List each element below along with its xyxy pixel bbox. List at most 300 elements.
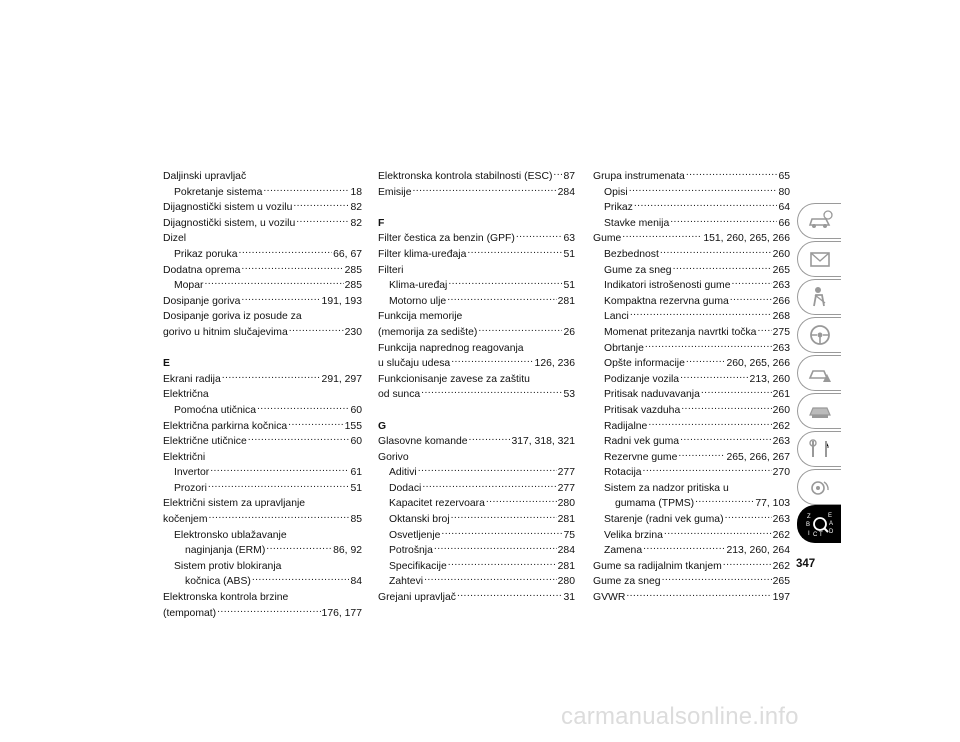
index-entry-text: Prikaz poruka	[174, 248, 238, 260]
dot-leader	[266, 543, 332, 553]
index-entry-text: u slučaju udesa	[378, 358, 451, 370]
index-entry-text: Dosipanje goriva iz posude za	[163, 311, 302, 323]
dot-leader	[413, 185, 557, 195]
index-entry-text: Zahtevi	[389, 576, 424, 588]
media-icon	[806, 474, 834, 500]
index-entry-text: Gorivo	[378, 451, 409, 463]
dot-leader	[217, 606, 320, 616]
index-entry-text: Bezbednost	[604, 248, 659, 260]
index-entry-page[interactable]: 263	[772, 280, 790, 292]
index-entry-page[interactable]: 82	[350, 217, 362, 229]
index-entry-page[interactable]: 86, 92	[333, 545, 362, 557]
index-entry-text: Funkcionisanje zavese za zaštitu	[378, 373, 530, 385]
index-entry	[163, 387, 362, 403]
dot-leader	[626, 590, 771, 600]
index-entry-page[interactable]: 285	[344, 280, 362, 292]
index-entry	[593, 528, 790, 544]
dot-leader	[478, 325, 562, 335]
dot-leader	[634, 200, 778, 210]
dot-leader	[678, 450, 725, 460]
index-entry-page[interactable]: 291, 297	[321, 373, 362, 385]
index-entry	[163, 590, 362, 606]
index-entry	[378, 309, 575, 325]
index-entry-text: Kompaktna rezervna guma	[604, 295, 729, 307]
index-entry-text: Pokretanje sistema	[174, 186, 263, 198]
index-entry-text: Gume za sneg	[593, 576, 661, 588]
index-entry-text: Potrošnja	[389, 545, 433, 557]
index-entry-page[interactable]: 265	[772, 264, 790, 276]
index-entry-page[interactable]: 126, 236	[534, 358, 575, 370]
index-entry-text: Gume sa radijalnim tkanjem	[593, 560, 722, 572]
index-entry-text: Radni vek guma	[604, 436, 680, 448]
index-entry	[593, 216, 790, 232]
dot-leader	[434, 543, 557, 553]
index-entry	[163, 450, 362, 466]
index-entry	[593, 387, 790, 403]
index-entry-text: Mopar	[174, 280, 204, 292]
svg-text:C: C	[812, 532, 817, 537]
index-entry	[593, 169, 790, 185]
index-entry	[163, 294, 362, 310]
dot-leader	[643, 543, 725, 553]
index-entry-page[interactable]: 197	[772, 592, 790, 604]
tab-warning[interactable]	[797, 355, 841, 391]
dot-leader	[289, 325, 344, 335]
index-entry-text: Gume	[593, 233, 622, 245]
index-entry-page[interactable]: 275	[772, 326, 790, 338]
dot-leader	[451, 512, 557, 522]
index-entry	[378, 481, 575, 497]
index-entry-page[interactable]: 270	[772, 467, 790, 479]
index-entry	[163, 543, 362, 559]
dot-leader	[553, 169, 562, 179]
index-entry	[378, 169, 575, 185]
index-entry-text: Funkcija memorije	[378, 311, 463, 323]
dot-leader	[441, 528, 562, 538]
index-entry	[593, 512, 790, 528]
index-entry-text: Električne utičnice	[163, 436, 247, 448]
index-entry-page[interactable]: 281	[557, 295, 575, 307]
index-entry-text: kočenjem	[163, 514, 208, 526]
index-entry	[163, 263, 362, 279]
index-entry	[593, 403, 790, 419]
index-entry-page[interactable]: 61	[350, 467, 362, 479]
index-entry-text: Sistem protiv blokiranja	[174, 560, 282, 572]
index-entry-page[interactable]: 280	[557, 576, 575, 588]
index-entry	[378, 356, 575, 372]
index-entry-page[interactable]: 265	[772, 576, 790, 588]
index-entry-page[interactable]: 262	[772, 529, 790, 541]
index-entry-page[interactable]: 284	[557, 186, 575, 198]
tab-car-info[interactable]	[797, 203, 841, 239]
index-entry	[378, 387, 575, 403]
index-entry	[378, 325, 575, 341]
index-entry-page[interactable]: 87	[563, 171, 575, 182]
index-entry-text: Prikaz	[604, 202, 633, 214]
dot-leader	[288, 419, 343, 429]
index-entry	[378, 263, 575, 279]
dot-leader	[664, 528, 772, 538]
index-entry	[163, 465, 362, 481]
index-entry	[378, 294, 575, 310]
dot-leader	[725, 512, 772, 522]
tab-seatbelt[interactable]	[797, 279, 841, 315]
index-entry-text: Kapacitet rezervoara	[389, 498, 485, 510]
dot-leader	[643, 465, 772, 475]
index-entry	[593, 481, 790, 497]
dot-leader	[630, 309, 772, 319]
dot-leader	[662, 574, 772, 584]
index-entry-page[interactable]: 64	[778, 202, 790, 214]
index-entry	[593, 341, 790, 357]
index-entry-text: Zamena	[604, 545, 643, 557]
index-entry-page[interactable]: 260, 265, 266	[726, 358, 790, 370]
index-entry	[163, 512, 362, 528]
dot-leader	[421, 387, 562, 397]
index-entry	[163, 481, 362, 497]
tab-index[interactable]	[797, 505, 841, 543]
index-entry-text: Aditivi	[389, 467, 417, 479]
tab-envelope[interactable]	[797, 241, 841, 277]
index-entry-text: Filter klima-uređaja	[378, 248, 467, 260]
dot-leader	[248, 434, 350, 444]
index-abc-icon	[806, 511, 834, 537]
index-entry	[378, 496, 575, 512]
dot-leader	[448, 278, 562, 288]
dot-leader	[204, 278, 343, 288]
index-entry-text: Dizel	[163, 233, 187, 245]
svg-text:D: D	[828, 529, 833, 535]
tab-media[interactable]	[797, 469, 841, 505]
index-entry	[593, 590, 790, 606]
index-column-1	[163, 169, 362, 621]
index-entry-page[interactable]: 155	[344, 420, 362, 432]
index-entry-text: Momenat pritezanja navrtki točka	[604, 326, 757, 338]
wrench-tools-icon	[806, 436, 834, 462]
index-entry	[163, 247, 362, 263]
index-entry-page[interactable]: 18	[350, 186, 362, 198]
index-entry-page[interactable]: 266	[772, 295, 790, 307]
dot-leader	[681, 403, 771, 413]
dot-leader	[208, 512, 349, 522]
index-entry	[378, 465, 575, 481]
index-entry	[593, 325, 790, 341]
dot-leader	[486, 496, 557, 506]
watermark: carmanualsonline.info	[561, 703, 799, 730]
index-entry-text: naginjanja (ERM)	[185, 545, 266, 557]
index-entry	[163, 403, 362, 419]
index-entry-page[interactable]: 260	[772, 248, 790, 260]
dot-leader	[451, 356, 533, 366]
index-entry	[163, 372, 362, 388]
svg-text:Z: Z	[806, 514, 811, 520]
dot-leader	[731, 278, 771, 288]
svg-text:I: I	[807, 531, 810, 537]
index-entry-page[interactable]: 60	[350, 404, 362, 416]
index-entry-text: Stavke menija	[604, 217, 670, 229]
index-entry	[593, 231, 790, 247]
dot-leader	[208, 481, 350, 491]
dot-leader	[622, 231, 702, 241]
steering-wheel-icon	[806, 322, 834, 348]
index-entry	[163, 528, 362, 544]
index-entry-text: Filter čestica za benzin (GPF)	[378, 233, 515, 245]
index-entry-text: Gume za sneg	[604, 264, 672, 276]
index-entry-text: Električni sistem za upravljanje	[163, 498, 306, 510]
index-entry	[163, 606, 362, 622]
dot-leader	[239, 247, 333, 257]
index-entry-text: Grejani upravljač	[378, 592, 456, 604]
index-entry-page[interactable]: 277	[557, 467, 575, 479]
index-entry-page[interactable]: 284	[557, 545, 575, 557]
index-entry-page[interactable]: 263	[772, 436, 790, 448]
index-entry-page[interactable]: 281	[557, 560, 575, 572]
dot-leader	[730, 294, 772, 304]
index-entry-page[interactable]: 265, 266, 267	[726, 451, 790, 463]
car-info-icon	[806, 208, 834, 234]
index-entry-page[interactable]: 31	[563, 592, 575, 604]
index-entry	[378, 278, 575, 294]
section-gap	[163, 341, 362, 357]
index-entry-page[interactable]: 285	[344, 264, 362, 276]
index-entry-text: kočnica (ABS)	[185, 576, 251, 588]
dot-leader	[467, 247, 562, 257]
index-entry-text: od sunca	[378, 389, 421, 401]
index-entry-text: Velika brzina	[604, 529, 663, 541]
index-entry-text: Dijagnostički sistem u vozilu	[163, 202, 293, 214]
index-entry	[163, 278, 362, 294]
index-entry	[378, 512, 575, 528]
index-entry-text: Pomoćna utičnica	[174, 404, 257, 416]
index-entry-text: (tempomat)	[163, 607, 217, 619]
dot-leader	[673, 263, 772, 273]
index-entry-page[interactable]: 80	[778, 186, 790, 198]
index-entry	[593, 309, 790, 325]
index-entry-text: Dodaci	[389, 482, 422, 494]
index-entry	[593, 356, 790, 372]
dot-leader	[629, 185, 778, 195]
index-entry-text: Radijalne	[604, 420, 648, 432]
index-entry-text: Elektronska kontrola brzine	[163, 592, 289, 604]
index-entry-page[interactable]: 176, 177	[321, 607, 362, 619]
index-entry-page[interactable]: 63	[563, 233, 575, 245]
dot-leader	[645, 341, 772, 351]
index-entry-text: Glasovne komande	[378, 436, 468, 448]
index-entry	[378, 528, 575, 544]
envelope-icon	[806, 246, 834, 272]
index-entry-text: Opisi	[604, 186, 628, 198]
index-entry	[593, 434, 790, 450]
index-entry	[378, 590, 575, 606]
index-entry-text: Pritisak vazduha	[604, 404, 681, 416]
index-entry	[163, 434, 362, 450]
warning-triangle-car-icon	[806, 360, 834, 386]
index-entry	[378, 372, 575, 388]
index-entry	[593, 419, 790, 435]
index-entry-page[interactable]: 191, 193	[321, 295, 362, 307]
index-entry	[593, 372, 790, 388]
index-entry-text: Osvetljenje	[389, 529, 441, 541]
index-entry-text: Starenje (radni vek guma)	[604, 514, 724, 526]
index-entry-page[interactable]: 262	[772, 560, 790, 572]
index-entry-page[interactable]: 65	[778, 171, 790, 182]
index-entry-page[interactable]: 268	[772, 311, 790, 323]
index-column-2	[378, 169, 575, 606]
index-entry-text: Podizanje vozila	[604, 373, 680, 385]
index-entry-text: (memorija za sedište)	[378, 326, 478, 338]
index-entry	[378, 434, 575, 450]
dot-leader	[263, 185, 349, 195]
index-entry	[593, 294, 790, 310]
svg-text:A: A	[828, 521, 833, 527]
dot-leader	[257, 403, 349, 413]
index-entry-text: Rezervne gume	[604, 451, 678, 463]
index-entry	[163, 419, 362, 435]
index-entry-page[interactable]: 261	[772, 389, 790, 401]
dot-leader	[680, 372, 748, 382]
index-entry	[163, 216, 362, 232]
index-entry	[163, 496, 362, 512]
index-entry-page[interactable]: 317, 318, 321	[511, 436, 575, 448]
index-entry	[163, 559, 362, 575]
index-entry	[593, 278, 790, 294]
index-entry	[593, 450, 790, 466]
index-entry-text: gumama (TPMS)	[615, 498, 695, 510]
index-entry-page[interactable]: 51	[563, 248, 575, 260]
index-entry-text: Lanci	[604, 311, 629, 323]
index-entry-page[interactable]: 77, 103	[755, 498, 790, 510]
index-entry	[593, 465, 790, 481]
index-entry-page[interactable]: 26	[563, 326, 575, 338]
svg-text:B: B	[805, 522, 810, 528]
index-entry-page[interactable]: 281	[557, 514, 575, 526]
index-entry-text: Dosipanje goriva	[163, 295, 241, 307]
index-entry-text: Pritisak naduvavanja	[604, 389, 700, 401]
dot-leader	[422, 481, 556, 491]
index-entry-text: Motorno ulje	[389, 295, 447, 307]
dot-leader	[418, 465, 557, 475]
index-entry-text: Daljinski upravljač	[163, 171, 247, 182]
index-entry	[378, 450, 575, 466]
index-entry-text: Električna	[163, 389, 209, 401]
index-entry-text: Klima-uređaj	[389, 280, 448, 292]
index-entry-text: Invertor	[174, 467, 210, 479]
dot-leader	[210, 465, 349, 475]
index-entry	[163, 169, 362, 185]
page-number: 347	[796, 558, 816, 570]
dot-leader	[424, 574, 557, 584]
index-entry-page[interactable]: 60	[350, 436, 362, 448]
index-entry	[378, 231, 575, 247]
dot-leader	[723, 559, 772, 569]
index-entry-page[interactable]: 75	[563, 529, 575, 541]
index-entry-page[interactable]: 51	[350, 482, 362, 494]
index-entry-text: Električni	[163, 451, 206, 463]
index-entry-page[interactable]: 263	[772, 514, 790, 526]
index-entry-page[interactable]: 82	[350, 202, 362, 214]
dot-leader	[680, 434, 772, 444]
dot-leader	[457, 590, 562, 600]
section-letter: F	[378, 217, 385, 229]
index-entry	[593, 543, 790, 559]
index-entry-page[interactable]: 213, 260, 264	[726, 545, 790, 557]
index-entry-page[interactable]: 85	[350, 514, 362, 526]
tab-car-service[interactable]	[797, 393, 841, 429]
index-entry-page[interactable]: 262	[772, 420, 790, 432]
dot-leader	[686, 169, 778, 179]
dot-leader	[447, 294, 556, 304]
section-gap	[378, 200, 575, 216]
index-entry	[163, 200, 362, 216]
index-entry-text: Električna parkirna kočnica	[163, 420, 288, 432]
tab-steering[interactable]	[797, 317, 841, 353]
index-entry-text: Grupa instrumenata	[593, 171, 685, 182]
index-entry-text: Funkcija naprednog reagovanja	[378, 342, 524, 354]
index-entry-page[interactable]: 263	[772, 342, 790, 354]
index-entry-text: Emisije	[378, 186, 412, 198]
dot-leader	[701, 387, 772, 397]
section-letter: G	[378, 420, 387, 432]
section-gap	[378, 403, 575, 419]
index-entry-page[interactable]: 84	[350, 576, 362, 588]
index-entry-text: Oktanski broj	[389, 514, 450, 526]
index-entry	[593, 496, 790, 512]
dot-leader	[686, 356, 726, 366]
index-entry	[593, 559, 790, 575]
dot-leader	[293, 200, 349, 210]
index-entry-text: Obrtanje	[604, 342, 644, 354]
index-entry	[378, 543, 575, 559]
index-entry	[593, 247, 790, 263]
index-entry-text: Indikatori istrošenosti gume	[604, 280, 731, 292]
index-entry	[378, 185, 575, 201]
index-entry	[163, 185, 362, 201]
dot-leader	[516, 231, 563, 241]
seatbelt-person-icon	[806, 284, 834, 310]
index-entry-page[interactable]: 66, 67	[333, 248, 362, 260]
index-entry-text: Specifikacije	[389, 560, 447, 572]
dot-leader	[448, 559, 557, 569]
dot-leader	[648, 419, 771, 429]
index-entry-text: Elektronsko ublažavanje	[174, 529, 287, 541]
index-entry-text: Rotacija	[604, 467, 642, 479]
tab-tools[interactable]	[797, 431, 841, 467]
index-entry-page[interactable]: 213, 260	[749, 373, 790, 385]
index-entry-page[interactable]: 53	[563, 389, 575, 401]
index-entry-text: Ekrani radija	[163, 373, 221, 385]
index-entry	[163, 325, 362, 341]
index-entry-page[interactable]: 51	[563, 280, 575, 292]
index-entry-page[interactable]: 277	[557, 482, 575, 494]
index-entry-text: Opšte informacije	[604, 358, 685, 370]
dot-leader	[469, 434, 511, 444]
dot-leader	[222, 372, 321, 382]
index-entry-page[interactable]: 230	[344, 326, 362, 338]
index-entry-page[interactable]: 66	[778, 217, 790, 229]
index-entry	[163, 231, 362, 247]
index-entry-text: Elektronska kontrola stabilnosti (ESC)	[378, 171, 553, 182]
index-entry-text: Dijagnostički sistem, u vozilu	[163, 217, 296, 229]
dot-leader	[252, 574, 350, 584]
svg-text:E: E	[827, 513, 832, 519]
index-entry-page[interactable]: 151, 260, 265, 266	[703, 233, 790, 245]
index-entry-text: Filteri	[378, 264, 404, 276]
index-entry-page[interactable]: 280	[557, 498, 575, 510]
index-entry	[378, 574, 575, 590]
dot-leader	[296, 216, 349, 226]
index-entry	[163, 574, 362, 590]
index-entry-page[interactable]: 260	[772, 404, 790, 416]
